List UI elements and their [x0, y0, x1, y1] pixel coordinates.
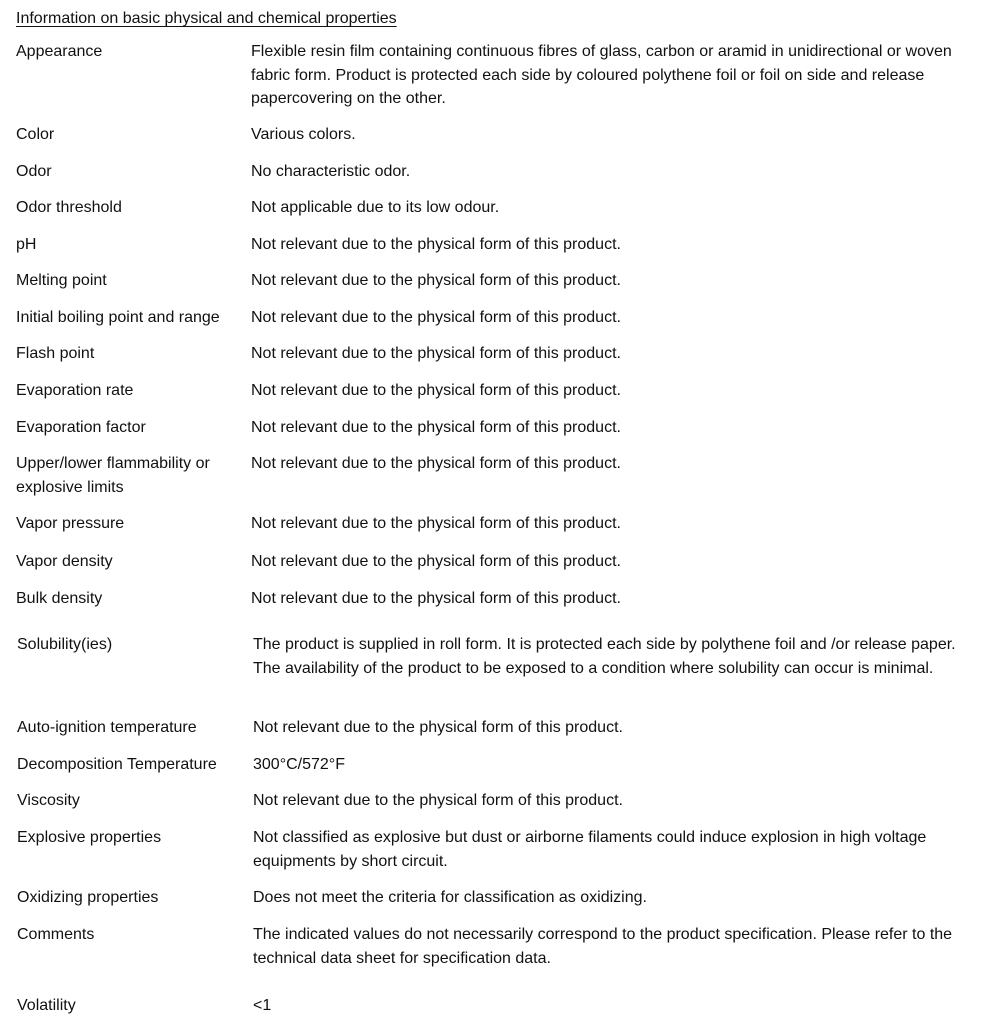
- property-value: Not relevant due to the physical form of this product.: [251, 272, 621, 289]
- property-value: Not relevant due to the physical form of this product.: [251, 382, 621, 399]
- property-label: Solubility(ies): [17, 636, 113, 653]
- section-title: Information on basic physical and chemical properties: [16, 10, 397, 27]
- property-label: pH: [16, 236, 37, 253]
- property-value: The indicated values do not necessarily correspond to the product specification. Please refer to the technical data sheet for specification data.: [253, 926, 953, 967]
- property-value: Not relevant due to the physical form of this product.: [251, 236, 621, 253]
- property-value: Not classified as explosive but dust or airborne filaments could induce explosion in high voltage equipments by short circuit.: [253, 829, 927, 870]
- property-value: 300°C/572°F: [253, 756, 345, 773]
- property-value: Not relevant due to the physical form of this product.: [253, 719, 623, 736]
- property-value: Does not meet the criteria for classification as oxidizing.: [253, 889, 647, 906]
- property-label: Initial boiling point and range: [16, 309, 220, 326]
- property-label: Vapor pressure: [16, 515, 125, 532]
- property-value: The product is supplied in roll form. It is protected each side by polythene foil and /or release paper. The availability of the product to be exposed to a condition where solubility can occur is minimal.: [253, 636, 956, 677]
- property-value: Not applicable due to its low odour.: [251, 199, 500, 216]
- property-value: Not relevant due to the physical form of this product.: [253, 792, 623, 809]
- property-value: Not relevant due to the physical form of this product.: [251, 309, 621, 326]
- property-label: Upper/lower flammability or explosive limits: [16, 455, 210, 496]
- property-label: Evaporation factor: [16, 419, 146, 436]
- property-label: Melting point: [16, 272, 107, 289]
- property-label: Bulk density: [16, 590, 103, 607]
- property-value: Not relevant due to the physical form of this product.: [251, 515, 621, 532]
- property-label: Viscosity: [17, 792, 80, 809]
- property-label: Oxidizing properties: [17, 889, 159, 906]
- property-value: Various colors.: [251, 126, 356, 143]
- property-label: Odor: [16, 163, 52, 180]
- property-label: Flash point: [16, 345, 95, 362]
- property-label: Odor threshold: [16, 199, 122, 216]
- property-label: Appearance: [16, 43, 103, 60]
- property-value: <1: [253, 997, 272, 1014]
- property-label: Decomposition Temperature: [17, 756, 217, 773]
- property-value: Not relevant due to the physical form of this product.: [251, 553, 621, 570]
- property-value: Not relevant due to the physical form of this product.: [251, 345, 621, 362]
- property-label: Auto-ignition temperature: [17, 719, 197, 736]
- property-value: Not relevant due to the physical form of this product.: [251, 455, 621, 472]
- property-value: Flexible resin film containing continuous fibres of glass, carbon or aramid in unidirectional or woven fabric form. Product is protected each side by coloured polythene foil or foil on side and release papercovering on the other.: [251, 43, 952, 107]
- property-value: Not relevant due to the physical form of this product.: [251, 590, 621, 607]
- property-label: Vapor density: [16, 553, 113, 570]
- property-value: No characteristic odor.: [251, 163, 411, 180]
- property-label: Comments: [17, 926, 95, 943]
- property-label: Color: [16, 126, 55, 143]
- property-label: Explosive properties: [17, 829, 162, 846]
- property-label: Evaporation rate: [16, 382, 134, 399]
- property-label: Volatility: [17, 997, 76, 1014]
- property-value: Not relevant due to the physical form of this product.: [251, 419, 621, 436]
